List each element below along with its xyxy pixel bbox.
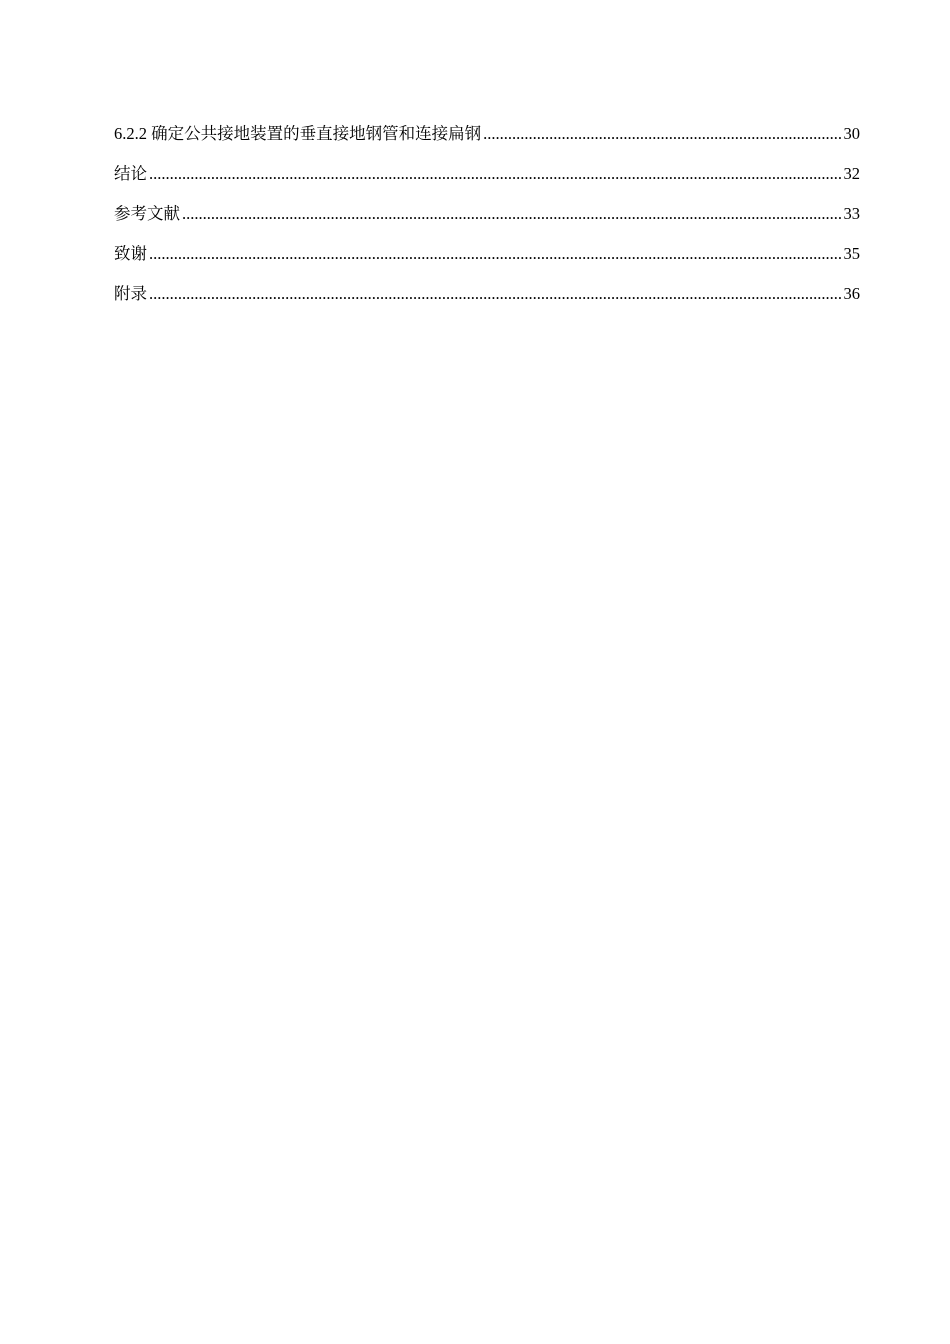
toc-entry-title: 致谢 <box>114 244 147 263</box>
toc-entry-title: 附录 <box>114 284 147 303</box>
toc-entry[interactable] <box>114 282 860 322</box>
toc-entry[interactable] <box>114 242 860 282</box>
toc-dot-leader <box>149 282 843 306</box>
toc-entry-page-number: 35 <box>843 244 860 263</box>
toc-entry-title: 结论 <box>114 164 147 183</box>
table-of-contents <box>114 122 860 322</box>
toc-entry-page-number: 33 <box>843 204 860 223</box>
toc-dot-leader <box>182 202 843 226</box>
toc-dot-leader <box>483 122 842 146</box>
toc-dot-leader <box>149 242 843 266</box>
toc-entry-page-number: 36 <box>843 284 860 303</box>
toc-entry[interactable] <box>114 122 860 162</box>
toc-entry-title: 参考文献 <box>114 204 180 223</box>
toc-entry-page-number: 32 <box>843 164 860 183</box>
toc-entry[interactable] <box>114 162 860 202</box>
toc-entry-title: 6.2.2 确定公共接地装置的垂直接地钢管和连接扁钢 <box>114 124 482 143</box>
toc-entry[interactable] <box>114 202 860 242</box>
toc-dot-leader <box>149 162 843 186</box>
toc-entry-page-number: 30 <box>843 124 860 143</box>
